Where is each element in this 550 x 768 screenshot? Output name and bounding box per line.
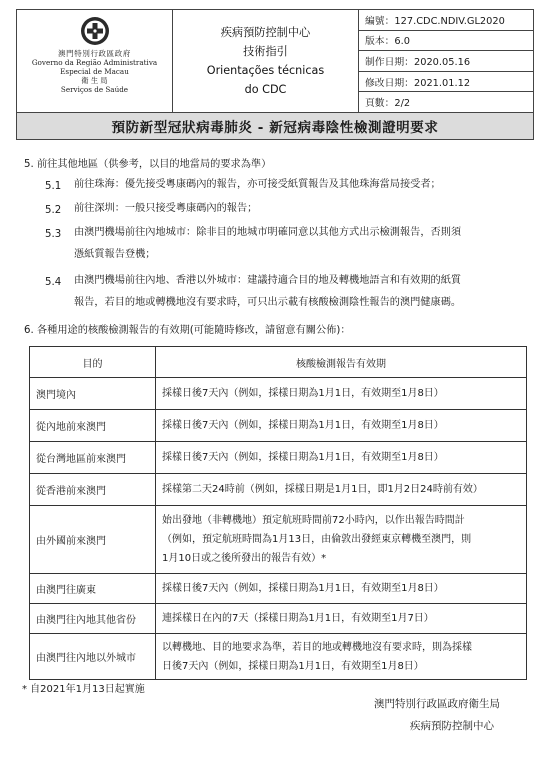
table-row xyxy=(30,634,527,680)
validity-cell xyxy=(156,410,527,442)
document-title: 預防新型冠狀病毒肺炎 - 新冠病毒陰性檢測證明要求 xyxy=(16,113,534,140)
validity-cell xyxy=(156,378,527,410)
validity-line: 採樣日後7天內（例如，採樣日期為1月1日，有效期至1月8日） xyxy=(162,583,444,594)
validity-line: 1月10日或之後所發出的報告有效）* xyxy=(162,553,327,564)
table-row xyxy=(30,410,527,442)
center-line: Orientações técnicas xyxy=(206,64,325,77)
item-text xyxy=(74,198,510,220)
table-row xyxy=(30,442,527,474)
validity-line: 採樣日後7天內（例如，採樣日期為1月1日，有效期至1月8日） xyxy=(162,388,444,399)
item-text xyxy=(74,222,510,266)
meta-doc-number: 編號：127.CDC.NDIV.GL2020 xyxy=(359,10,533,31)
dept-name-pt: Serviços de Saúde xyxy=(60,85,129,94)
org-name-pt-line1: Governo da Região Administrativa xyxy=(31,58,158,67)
meta-version: 版本：6.0 xyxy=(359,31,533,52)
meta-page-count: 頁數：2/2 xyxy=(365,98,411,110)
validity-line: 採樣第二天24時前（例如，採樣日期是1月1日，即1月2日24時前有效） xyxy=(162,484,483,495)
document-meta xyxy=(359,10,533,112)
item-line: 前往深圳：一般只接受粵康碼內的報告； xyxy=(74,203,258,214)
item-line: 憑紙質報告登機； xyxy=(74,249,156,260)
purpose-cell: 由澳門往內地其他省份 xyxy=(30,604,156,634)
validity-line: 採樣日後7天內（例如，採樣日期為1月1日，有效期至1月8日） xyxy=(162,452,444,463)
footnote: * 自2021年1月13日起實施 xyxy=(22,684,145,695)
validity-line: 採樣日後7天內（例如，採樣日期為1月1日，有效期至1月8日） xyxy=(162,420,444,431)
item-text xyxy=(74,270,510,314)
table-row xyxy=(30,474,527,506)
validity-line: 以轉機地、目的地要求為準，若目的地或轉機地沒有要求時，則為採樣 xyxy=(162,641,472,653)
health-bureau-emblem-icon xyxy=(80,16,110,46)
item-line: 報告，若目的地或轉機地沒有要求時，可只出示載有核酸檢測陰性報告的澳門健康碼。 xyxy=(74,297,462,308)
table-row xyxy=(30,574,527,604)
validity-cell xyxy=(156,604,527,634)
purpose-cell: 從台灣地區前來澳門 xyxy=(30,442,156,474)
purpose-cell: 由澳門往廣東 xyxy=(30,574,156,604)
signature-line: 澳門特別行政區政府衛生局 xyxy=(374,698,500,710)
table-row xyxy=(30,506,527,574)
validity-cell xyxy=(156,574,527,604)
item-number: 5.1 xyxy=(45,181,62,192)
validity-line: 始出發地（非轉機地）預定航班時間前72小時內，以作出報告時間計 xyxy=(162,515,465,526)
meta-created-date: 制作日期：2020.05.16 xyxy=(359,51,533,72)
center-line: 技術指引 xyxy=(243,45,288,58)
org-name-pt-line2: Especial de Macau xyxy=(60,67,129,76)
column-header-purpose: 目的 xyxy=(30,347,156,378)
validity-line: （例如，預定航班時間為1月13日，由倫敦出發經東京轉機至澳門，則 xyxy=(162,534,472,545)
center-line: do CDC xyxy=(244,83,287,96)
item-text xyxy=(74,174,510,196)
center-line: 疾病預防控制中心 xyxy=(220,26,311,39)
section5-heading: 5. 前往其他地區（供參考，以目的地當局的要求為準） xyxy=(24,159,272,170)
table-row xyxy=(30,378,527,410)
validity-cell xyxy=(156,474,527,506)
purpose-cell: 從香港前來澳門 xyxy=(30,474,156,506)
dept-name-zh: 衛 生 局 xyxy=(81,76,108,85)
item-line: 前往珠海：優先接受粵康碼內的報告，亦可接受紙質報告及其他珠海當局接受者； xyxy=(74,179,441,190)
purpose-cell: 由外國前來澳門 xyxy=(30,506,156,574)
purpose-cell: 澳門境內 xyxy=(30,378,156,410)
cdc-guideline-block xyxy=(173,10,359,112)
item-number: 5.3 xyxy=(45,229,62,240)
item-line: 由澳門機場前往內地、香港以外城市：建議持適合目的地及轉機地語言和有效期的紙質 xyxy=(74,275,462,286)
table-row xyxy=(30,604,527,634)
validity-line: 連採樣日在內的7天（採樣日期為1月1日，有效期至1月7日） xyxy=(162,613,434,624)
organization-block xyxy=(17,10,173,112)
table-header-row xyxy=(30,347,527,378)
org-name-zh: 澳門特別行政區政府 xyxy=(58,49,131,58)
validity-line: 日後7天內（例如，採樣日期為1月1日，有效期至1月8日） xyxy=(162,660,424,672)
signature-line: 疾病預防控制中心 xyxy=(410,720,494,732)
meta-revised-date: 修改日期：2021.01.12 xyxy=(359,72,533,93)
validity-cell xyxy=(156,506,527,574)
item-number: 5.4 xyxy=(45,277,62,288)
section6-heading: 6. 各種用途的核酸檢測報告的有效期(可能隨時修改，請留意有關公佈)： xyxy=(24,325,351,336)
item-line: 由澳門機場前往內地城市：除非目的地城市明確同意以其他方式出示檢測報告，否則須 xyxy=(74,227,462,238)
item-number: 5.2 xyxy=(45,205,62,216)
column-header-validity: 核酸檢測報告有效期 xyxy=(156,347,527,378)
validity-table xyxy=(29,346,527,680)
validity-cell xyxy=(156,634,527,680)
document-header xyxy=(16,9,534,113)
validity-cell xyxy=(156,442,527,474)
purpose-cell: 由澳門往內地以外城市 xyxy=(30,634,156,680)
purpose-cell: 從內地前來澳門 xyxy=(30,410,156,442)
